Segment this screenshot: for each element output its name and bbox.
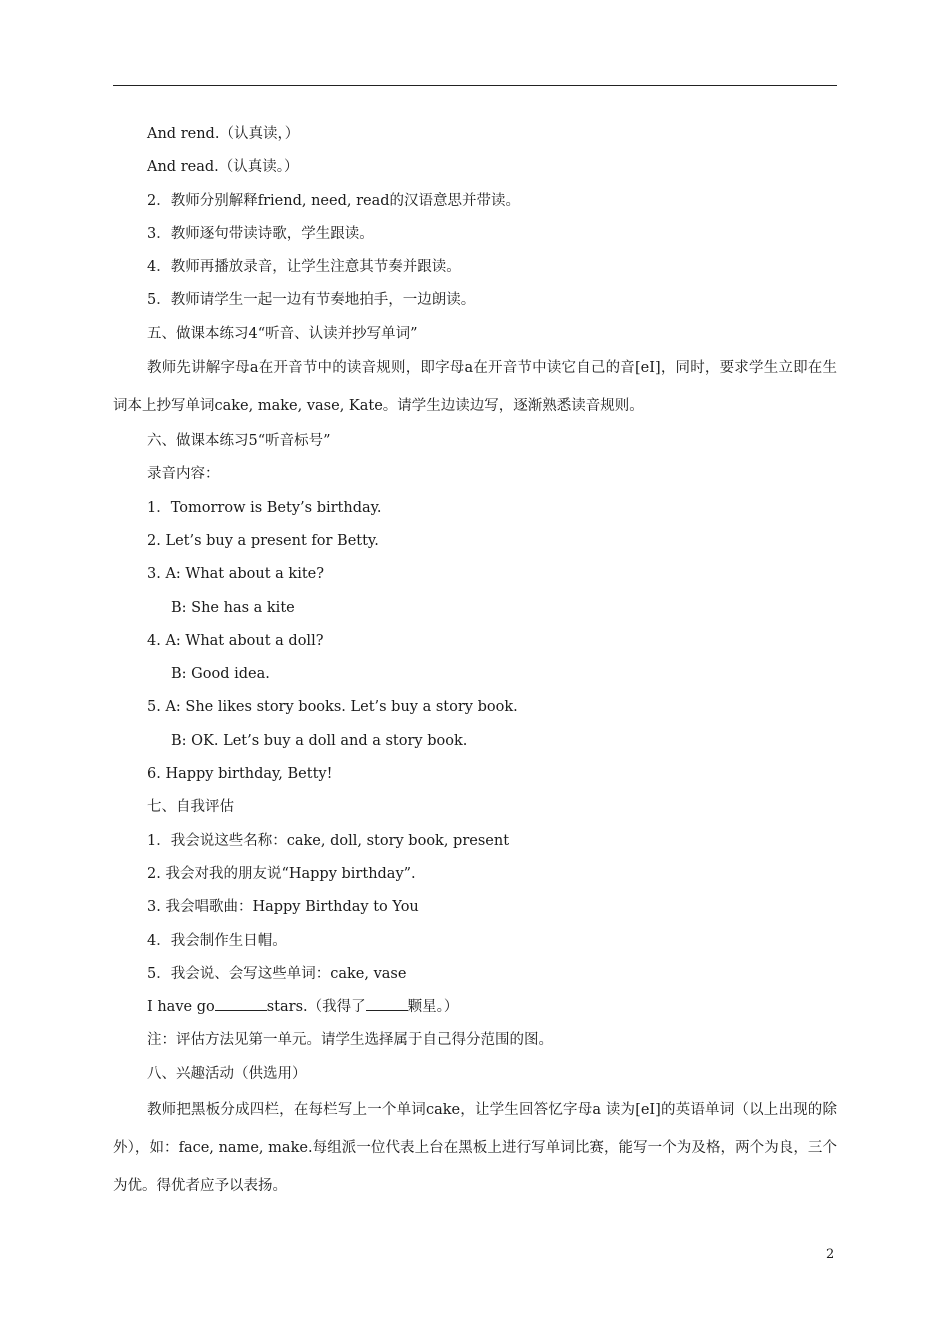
- recording-item: 6. Happy birthday, Betty!: [147, 766, 333, 783]
- recording-item: 3. A: What about a kite?: [147, 566, 325, 583]
- stars-text-2: stars.（我得了: [266, 999, 366, 1016]
- text-line: 5．教师请学生一起一边有节奏地拍手，一边朗读。: [147, 292, 476, 309]
- text-line: 录音内容：: [147, 466, 220, 483]
- text-line: And read.（认真读。）: [147, 159, 299, 176]
- self-eval-item: 1．我会说这些名称：cake, doll, story book, present: [147, 832, 510, 849]
- text-line: And rend.（认真读，）: [147, 126, 300, 142]
- note-line: 注：评估方法见第一单元。请学生选择属于自己得分范围的图。: [147, 1032, 553, 1049]
- section-heading-6: 六、做课本练习5“听音标号”: [147, 433, 331, 450]
- text-line: 2．教师分别解释friend, need, read的汉语意思并带读。: [147, 192, 521, 209]
- fill-blank: [366, 996, 408, 1011]
- recording-item: 1．Tomorrow is Bety’s birthday.: [147, 499, 382, 516]
- paragraph-reading-rule: 教师先讲解字母a在开音节中的读音规则，即字母a在开音节中读它自己的音[eI]，同时，要求学生立即在生词本上抄写单词cake, make, vase, Kate。请学生边读边写，逐渐熟悉读音规则。: [113, 360, 837, 415]
- stars-text-1: I have go: [147, 999, 215, 1016]
- self-eval-item: 2. 我会对我的朋友说“Happy birthday”.: [147, 865, 416, 882]
- stars-line: [113, 991, 837, 1024]
- section-heading-8: 八、兴趣活动（供选用）: [147, 1065, 307, 1082]
- page-content: [113, 118, 837, 1205]
- page-number: 2: [826, 1247, 835, 1262]
- fill-blank: [215, 996, 267, 1011]
- recording-item: 4. A: What about a doll?: [147, 632, 324, 649]
- section-heading-5: 五、做课本练习4“听音、认读并抄写单词”: [147, 325, 418, 342]
- paragraph-activity: 教师把黑板分成四栏，在每栏写上一个单词cake，让学生回答忆字母a 读为[eI]的英语单词（以上出现的除外），如：face, name, make.每组派一位代表上台在黑板上进行写单词比赛，能写一个为及格，两个为良，三个为优。得优者应予以表扬。: [113, 1102, 837, 1195]
- self-eval-item: 3. 我会唱歌曲：Happy Birthday to You: [147, 899, 419, 916]
- section-heading-7: 七、自我评估: [147, 799, 234, 816]
- recording-item: 5. A: She likes story books. Let’s buy a story book.: [147, 699, 518, 716]
- self-eval-item: 4．我会制作生日帽。: [147, 932, 287, 949]
- text-line: 4．教师再播放录音，让学生注意其节奏并跟读。: [147, 259, 461, 276]
- recording-item: 2. Let’s buy a present for Betty.: [147, 532, 379, 549]
- recording-item-reply: B: Good idea.: [171, 666, 270, 683]
- recording-item-reply: B: OK. Let’s buy a doll and a story book.: [171, 732, 468, 749]
- header-rule: [113, 85, 837, 86]
- stars-text-3: 颗星。）: [407, 999, 459, 1016]
- recording-item-reply: B: She has a kite: [171, 599, 295, 616]
- self-eval-item: 5．我会说、会写这些单词：cake, vase: [147, 965, 407, 982]
- text-line: 3．教师逐句带读诗歌，学生跟读。: [147, 225, 374, 242]
